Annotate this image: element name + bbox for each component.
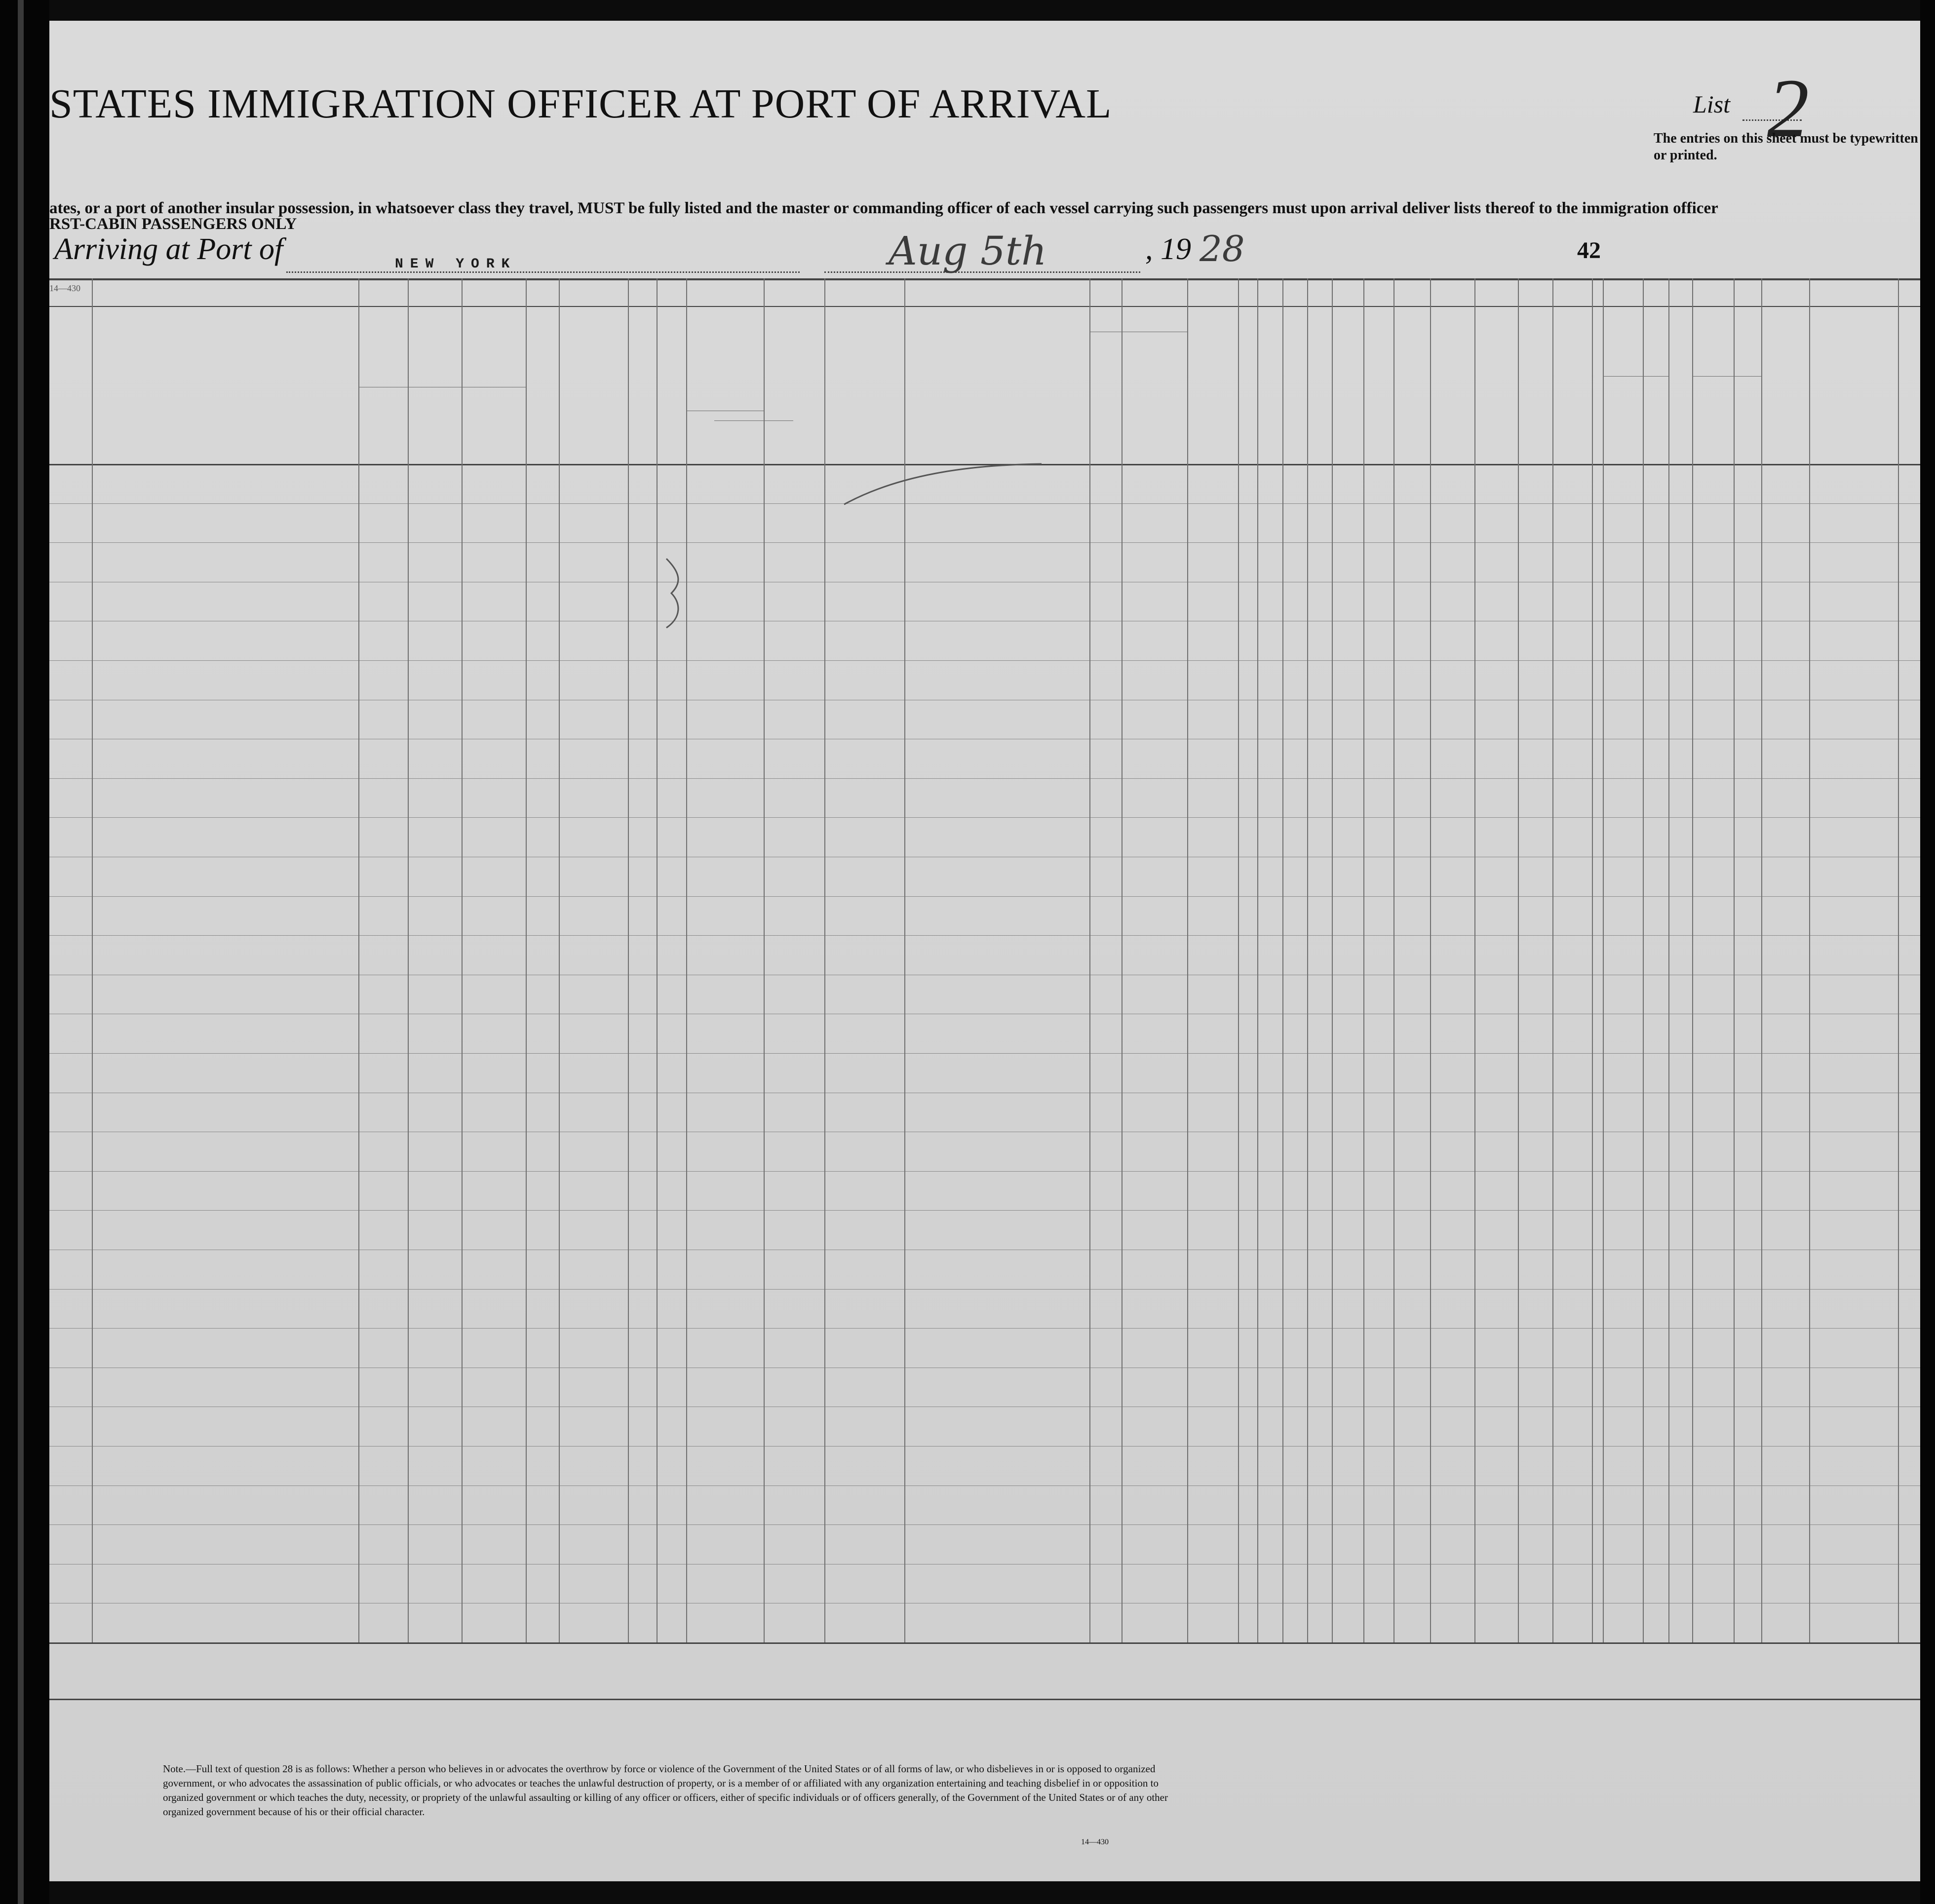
- port-value: NEW YORK: [395, 257, 517, 272]
- scan-border-strip: [18, 0, 24, 1904]
- row-rule: [49, 935, 1920, 936]
- row-rule: [49, 1053, 1920, 1054]
- row-rule: [49, 542, 1920, 543]
- column-rule: [686, 278, 687, 1642]
- column-rule: [1282, 278, 1283, 1642]
- year-prefix: , 19: [1145, 232, 1191, 266]
- column-number-rule: [49, 306, 1920, 307]
- footer-rule: [49, 1699, 1920, 1700]
- column-rule: [1734, 278, 1735, 1642]
- list-note: The entries on this sheet must be typewritten or printed.: [1654, 131, 1918, 163]
- page-number: 42: [1577, 237, 1601, 264]
- form-code-top: 14—430: [49, 283, 80, 293]
- row-rule: [49, 778, 1920, 779]
- column-rule: [1692, 278, 1693, 1642]
- column-rule: [462, 278, 463, 1642]
- list-number: 2: [1767, 62, 1809, 154]
- row-rule: [49, 1642, 1920, 1644]
- manifest-table: [49, 21, 1920, 1881]
- row-rule: [49, 1210, 1920, 1211]
- column-rule: [1332, 278, 1333, 1642]
- column-rule: [1257, 278, 1258, 1642]
- column-rule: [657, 278, 658, 1642]
- row-rule: [49, 1446, 1920, 1447]
- form-code-bottom: 14—430: [1081, 1838, 1109, 1846]
- column-rule: [1668, 278, 1669, 1642]
- pencil-bracket: [661, 554, 691, 633]
- column-rule: [1187, 278, 1188, 1642]
- arriving-label: Arriving at Port of: [54, 232, 283, 266]
- date-handwritten: Aug 5th: [889, 228, 1047, 274]
- column-rule: [1307, 278, 1308, 1642]
- column-rule: [1238, 278, 1239, 1642]
- column-rule: [92, 278, 93, 1642]
- row-rule: [49, 1328, 1920, 1329]
- row-rule: [49, 896, 1920, 897]
- column-rule: [1393, 278, 1394, 1642]
- column-rule: [1474, 278, 1475, 1642]
- header-cabin-class: RST-CABIN PASSENGERS ONLY: [49, 215, 297, 233]
- footnote: Note.—Full text of question 28 is as follows: Whether a person who believes in or advocates the overthrow by force or violence of the Government of the United States or of all forms of law, or who disbelieves in or is opposed to organized government, or who advocates the assassination of public officials, or who advocates or teaches the unlawful destruction of property, or is a member of or affiliated with any organization entertaining and teaching disbelief in or opposition to organized government or which teaches the duty, necessity, or propriety of the unlawful assaulting or killing of any officer or officers, either of specific individuals or of officers generally, of the Government of the United States or of any other organized government because of his or their official character.: [163, 1763, 1168, 1818]
- column-rule: [1603, 278, 1604, 1642]
- column-rule: [1643, 278, 1644, 1642]
- column-rule: [1518, 278, 1519, 1642]
- color-subrule: [1692, 376, 1761, 377]
- row-rule: [49, 817, 1920, 818]
- scan-border-left: [0, 0, 49, 1904]
- column-rule: [358, 278, 359, 1642]
- year-handwritten: 28: [1200, 228, 1245, 269]
- height-subrule: [1603, 376, 1668, 377]
- column-rule: [1430, 278, 1431, 1642]
- column-rule: [1809, 278, 1810, 1642]
- row-rule: [49, 1289, 1920, 1290]
- page-title: STATES IMMIGRATION OFFICER AT PORT OF ARRIVAL: [49, 81, 1112, 127]
- header-instructions: ates, or a port of another insular possession, in whatsoever class they travel, MUST be fully listed and the master or commanding officer of each vessel carrying such passengers must upon arrival deliver lists thereof to the immigration officer: [49, 199, 1718, 217]
- row-rule: [49, 1171, 1920, 1172]
- scan-border-right: [1920, 0, 1935, 1904]
- column-rule: [764, 278, 765, 1642]
- column-rule: [1761, 278, 1762, 1642]
- column-rule: [408, 278, 409, 1642]
- column-rule: [559, 278, 560, 1642]
- pencil-stroke: [839, 455, 1046, 514]
- column-rule: [824, 278, 825, 1642]
- manifest-sheet: [49, 21, 1920, 1881]
- column-rule: [1089, 278, 1090, 1642]
- column-rule: [1898, 278, 1899, 1642]
- list-label: List: [1693, 90, 1731, 118]
- column-rule: [1592, 278, 1593, 1642]
- column-rule: [1552, 278, 1553, 1642]
- column-rule: [526, 278, 527, 1642]
- row-rule: [49, 660, 1920, 661]
- table-top-rule: [49, 278, 1920, 280]
- row-rule: [49, 1524, 1920, 1525]
- column-rule: [628, 278, 629, 1642]
- column-rule: [1363, 278, 1364, 1642]
- before-subrule-2: [714, 420, 793, 421]
- row-rule: [49, 1485, 1920, 1486]
